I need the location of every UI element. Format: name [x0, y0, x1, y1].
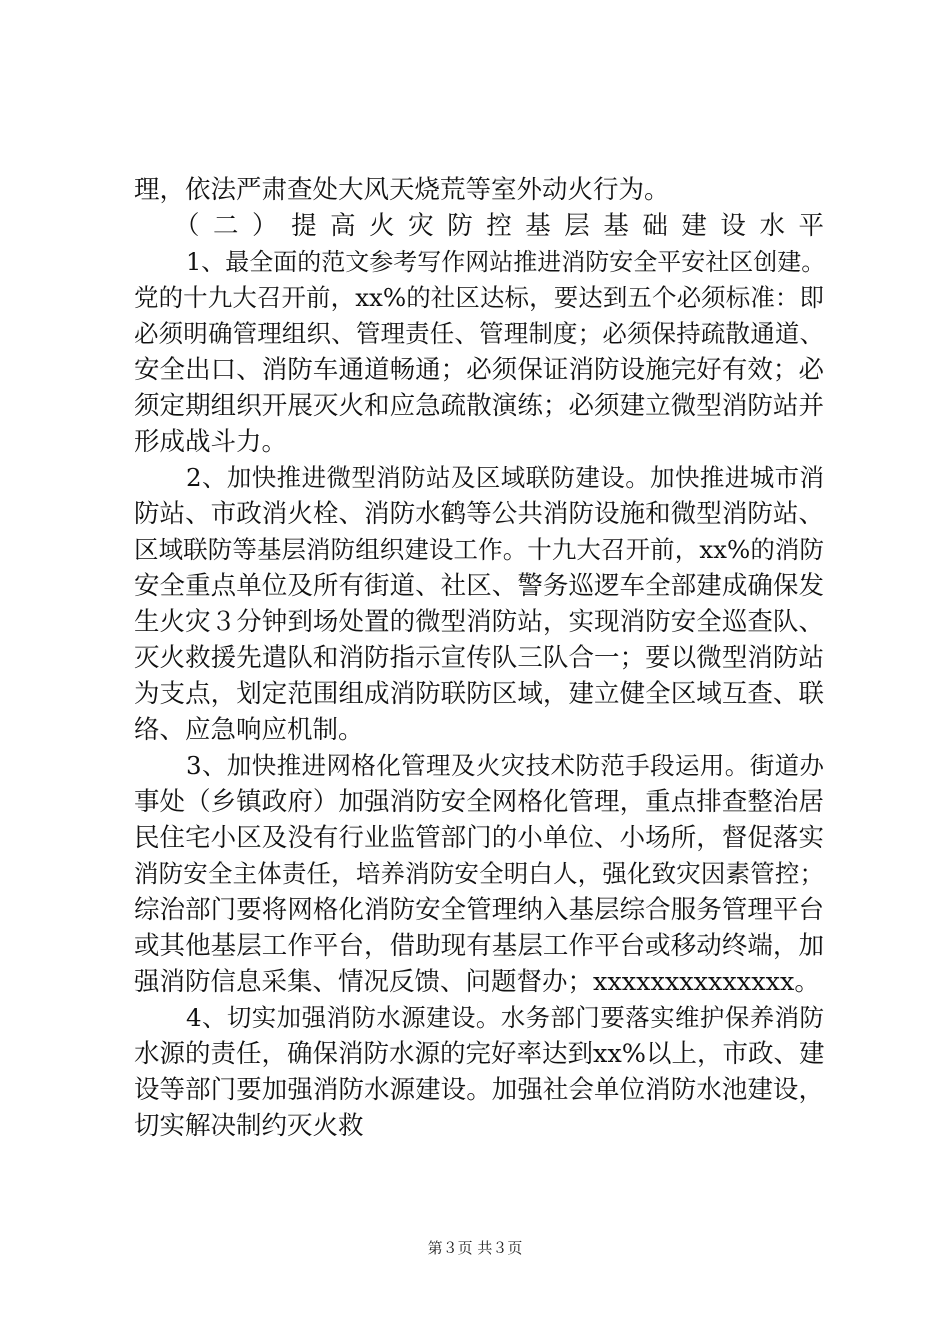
- text-line: 强消防信息采集、情况反馈、问题督办；xxxxxxxxxxxxxx。: [134, 967, 820, 997]
- text-line: 形成战斗力。: [134, 427, 288, 457]
- text-line: 水源的责任，确保消防水源的完好率达到xx%以上，市政、建: [134, 1039, 825, 1069]
- text-line: 安全出口、消防车通道畅通；必须保证消防设施完好有效；必: [134, 355, 824, 385]
- text-line: 事处（乡镇政府）加强消防安全网格化管理，重点排查整治居: [134, 787, 824, 817]
- text-line: 理，依法严肃查处大风天烧荒等室外动火行为。: [134, 175, 670, 205]
- text-line: 安全重点单位及所有街道、社区、警务巡逻车全部建成确保发: [134, 571, 824, 601]
- text-line: 设等部门要加强消防水源建设。加强社会单位消防水池建设，: [134, 1075, 824, 1105]
- text-line: 灭火救援先遣队和消防指示宣传队三队合一；要以微型消防站: [134, 643, 824, 673]
- text-line: 生火灾３分钟到场处置的微型消防站，实现消防安全巡查队、: [134, 607, 824, 637]
- text-line: 须定期组织开展灭火和应急疏散演练；必须建立微型消防站并: [134, 391, 824, 421]
- document-body: [134, 172, 824, 1144]
- text-line: 4、切实加强消防水源建设。水务部门要落实维护保养消防: [186, 1003, 824, 1032]
- text-line: 或其他基层工作平台，借助现有基层工作平台或移动终端，加: [134, 931, 824, 961]
- text-line: 综治部门要将网格化消防安全管理纳入基层综合服务管理平台: [134, 895, 824, 925]
- text-line: 民住宅小区及没有行业监管部门的小单位、小场所，督促落实: [134, 823, 824, 853]
- text-line: 络、应急响应机制。: [134, 715, 364, 745]
- text-line: 党的十九大召开前，xx%的社区达标，要达到五个必须标准：即: [134, 283, 824, 312]
- text-line: 2、加快推进微型消防站及区域联防建设。加快推进城市消: [186, 463, 824, 492]
- page-footer: 第３页 共３页: [427, 1239, 523, 1257]
- text-line: 必须明确管理组织、管理责任、管理制度；必须保持疏散通道、: [134, 319, 824, 348]
- text-line: 为支点，划定范围组成消防联防区域，建立健全区域互查、联: [134, 679, 824, 709]
- text-line: 切实解决制约灭火救: [134, 1111, 364, 1141]
- section-heading: （二）提高火灾防控基层基础建设水平: [174, 211, 824, 241]
- text-line: 区域联防等基层消防组织建设工作。十九大召开前，xx%的消防: [134, 535, 824, 564]
- text-line: 1、最全面的范文参考写作网站推进消防安全平安社区创建。: [186, 248, 826, 276]
- text-line: 防站、市政消火栓、消防水鹤等公共消防设施和微型消防站、: [134, 499, 824, 529]
- text-line: 消防安全主体责任，培养消防安全明白人，强化致灾因素管控；: [134, 859, 824, 888]
- text-line: 3、加快推进网格化管理及火灾技术防范手段运用。街道办: [186, 751, 824, 780]
